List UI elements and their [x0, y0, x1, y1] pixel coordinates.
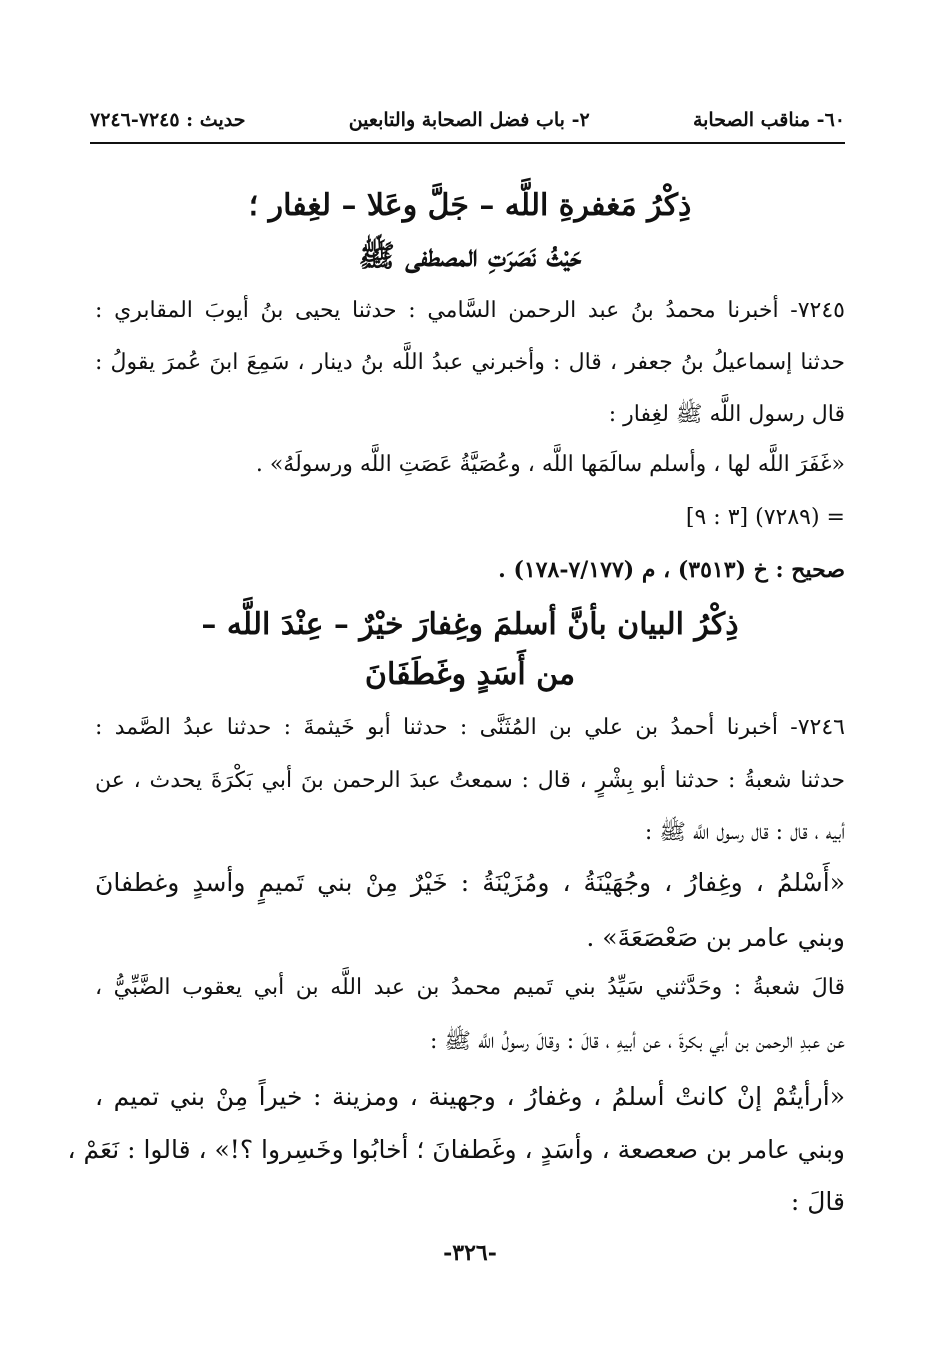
hadith-7246-line-10: قالَ :	[790, 1187, 845, 1216]
running-header	[90, 100, 845, 140]
hadith-7246-matn-line-2: وبني عامر بن صَعْصَعَةَ» .	[586, 923, 845, 952]
hadith-7246-line-7: عن عبدِ الرحمن بن أبي بكرةَ ، عن أبيهِ ، قالَ : وقالَ رسولُ اللَّه ﷺ :	[430, 1029, 845, 1054]
hadith-7246-matn-2-line-1: «أرأيتُمْ إنْ كانتْ أسلمُ ، وغفارُ ، وجهينة ، ومزينة : خيراً مِنْ بني تميم ،	[95, 1082, 845, 1111]
chapter-title: ٦٠- مناقب الصحابة	[692, 109, 845, 131]
hadith-7245-matn: «غَفَرَ اللَّه لها ، وأسلم سالَمَها اللَّه ، وعُصَيَّةُ عَصَتِ اللَّه ورسولَهُ» .	[255, 452, 845, 477]
section-title: ٢- باب فضل الصحابة والتابعين	[348, 109, 590, 131]
hadith-range: حديث : ٧٢٤٥-٧٢٤٦	[90, 109, 246, 131]
chapter-heading-1-line-2: حَيْثُ نَصَرَتِ المصطفى ﷺ	[358, 239, 582, 274]
hadith-7245-line-2: حدثنا إسماعيلُ بنُ جعفر ، قال : وأخبرني عبدُ اللَّه بنُ دينار ، سَمِعَ ابنَ عُمرَ يقولُ :	[95, 350, 845, 375]
header-rule	[90, 142, 845, 144]
hadith-7245-line-3: قال رسول اللَّه ﷺ لغِفار :	[608, 402, 845, 427]
chapter-heading-2-line-2: من أَسَدٍ وغَطَفَانَ	[364, 657, 576, 692]
hadith-7245-crossref: = (٧٢٨٩) [٣ : ٩]	[685, 505, 845, 530]
hadith-7246-line-1: ٧٢٤٦- أخبرنا أحمدُ بن علي بن المُثَنَّى : حدثنا أبو خَيثمةَ : حدثنا عبدُ الصَّمد :	[95, 715, 845, 740]
hadith-7246-matn-2-line-2: وبني عامر بن صعصعة ، وأسَدٍ ، وغَطفانَ ؛ أخابُوا وخَسِروا ؟!» ، قالوا : نَعَمْ ،	[67, 1135, 845, 1164]
hadith-7246-matn-line-1: «أَسْلمُ ، وغِفارُ ، وجُهَيْنَةُ ، ومُزَيْنَةُ : خَيْرٌ مِنْ بني تَميمٍ وأسدٍ وغطفانَ	[95, 868, 845, 897]
hadith-7245-line-1: ٧٢٤٥- أخبرنا محمدُ بنُ عبد الرحمن السَّامي : حدثنا يحيى بنُ أيوبَ المقابري :	[95, 298, 845, 323]
hadith-7245-grading: صحيح : خ (٣٥١٣) ، م (٧/١٧٧-١٧٨) .	[498, 557, 845, 583]
page-number: -٣٢٦-	[443, 1240, 497, 1266]
hadith-7246-line-3: أبيه ، قال : قال رسول اللَّه ﷺ :	[644, 820, 845, 845]
chapter-heading-2-line-1: ذِكْرُ البيان بأنَّ أسلمَ وغِفارَ خيْرٌ – عِنْدَ اللَّه –	[201, 607, 739, 642]
hadith-7246-line-6: قالَ شعبةُ : وحَدَّثني سَيِّدُ بني تَميم محمدُ بن عبد اللَّه بن أبي يعقوب الضَّبِّيُّ ،	[95, 975, 845, 1000]
chapter-heading-1-line-1: ذِكْرُ مَغفرةِ اللَّه – جَلَّ وعَلا – لغِفار ؛	[248, 188, 692, 223]
hadith-7246-line-2: حدثنا شعبةُ : حدثنا أبو بِشْرٍ ، قال : سمعتُ عبدَ الرحمن بنَ أبي بَكْرَةَ يحدث ، عن	[95, 768, 845, 793]
